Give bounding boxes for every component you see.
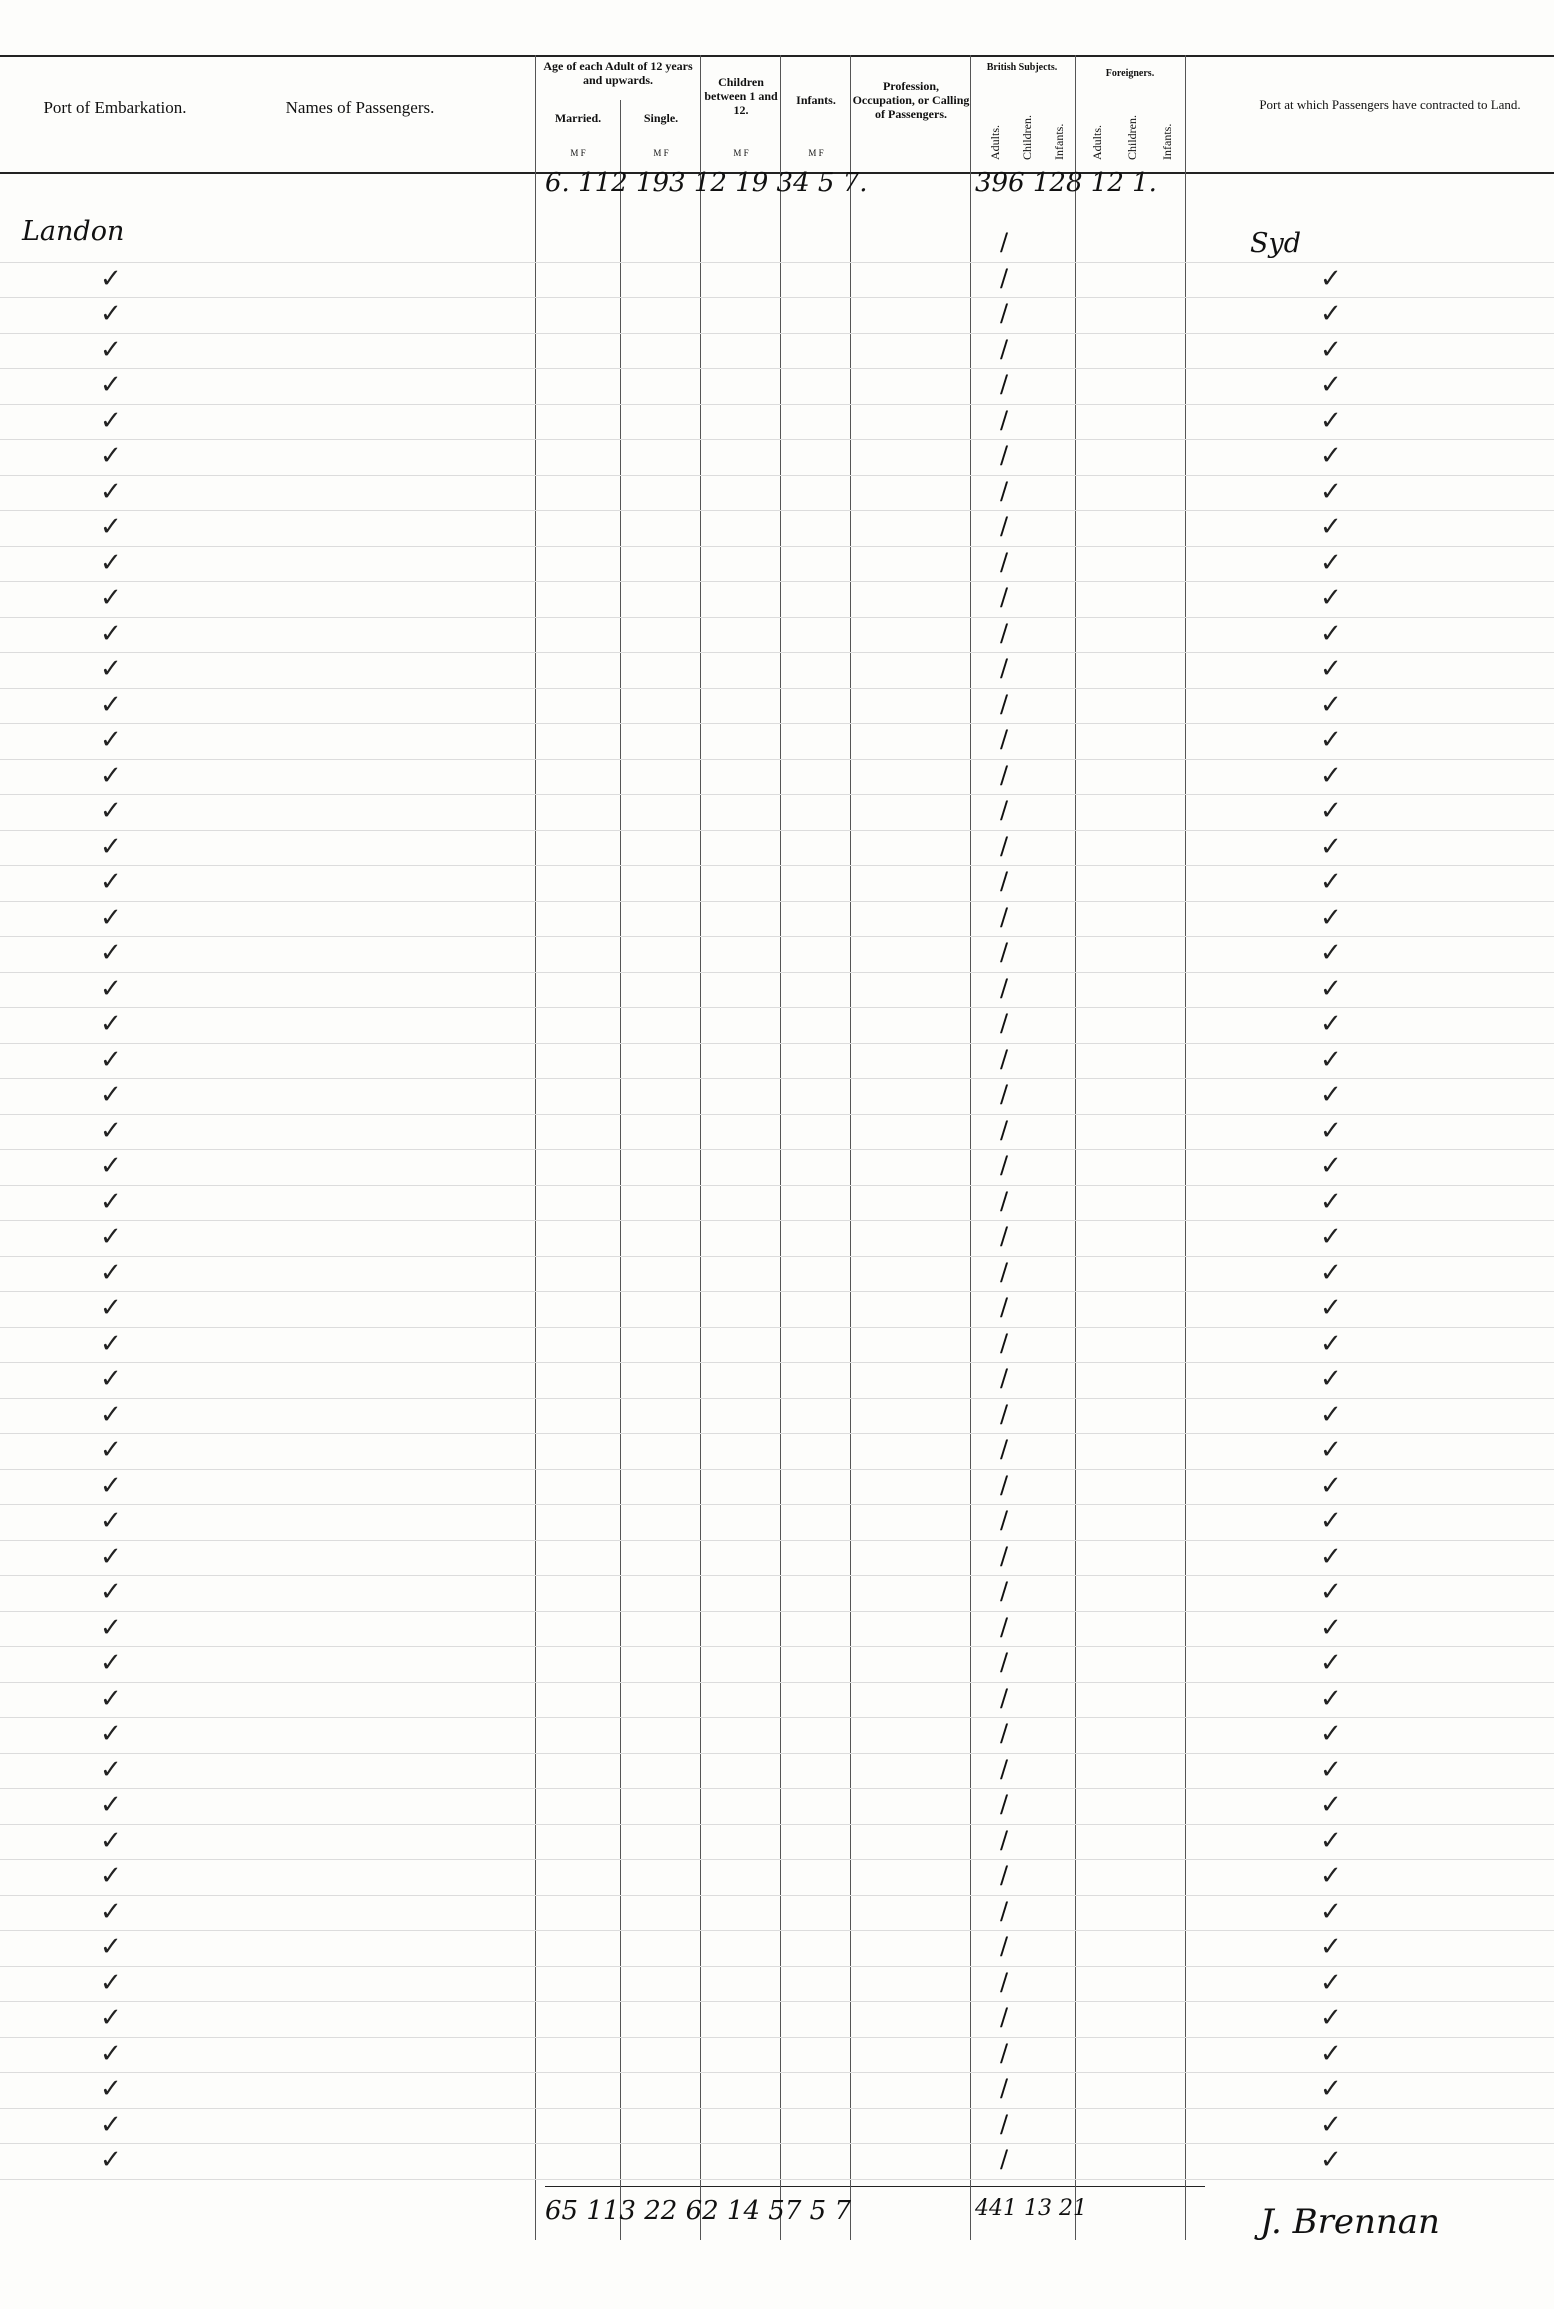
ruled-line <box>0 830 1554 831</box>
header-port-embarkation: Port of Embarkation. <box>43 98 187 117</box>
port-tick-mark: ✓ <box>100 1861 122 1891</box>
port-embarkation-value: Landon <box>22 216 125 247</box>
port-tick-mark: ✓ <box>100 1364 122 1394</box>
destination-tick-mark: ✓ <box>1320 1541 1342 1572</box>
port-tick-mark: ✓ <box>100 938 122 968</box>
destination-tick-mark: ✓ <box>1320 1186 1342 1217</box>
totals-rule <box>545 2186 1205 2187</box>
british-subject-mark: / <box>1000 299 1009 327</box>
port-tick-mark: ✓ <box>100 1115 122 1146</box>
destination-tick-mark: ✓ <box>1320 2038 1342 2069</box>
ruled-line <box>0 1575 1554 1576</box>
destination-tick-mark: ✓ <box>1320 1080 1342 1110</box>
ruled-line <box>0 794 1554 795</box>
destination-tick-mark: ✓ <box>1320 1009 1342 1039</box>
ruled-line <box>0 333 1554 334</box>
destination-tick-mark: ✓ <box>1320 1115 1342 1146</box>
british-subject-mark: / <box>1000 1009 1009 1037</box>
port-tick-mark: ✓ <box>100 1896 122 1927</box>
ruled-line <box>0 1682 1554 1683</box>
port-tick-mark: ✓ <box>100 654 122 684</box>
header-infants-foreign: Infants. <box>1160 123 1174 160</box>
port-tick-mark: ✓ <box>100 1612 122 1643</box>
destination-tick-mark: ✓ <box>1320 1151 1342 1181</box>
port-tick-mark: ✓ <box>100 1719 122 1749</box>
port-tick-mark: ✓ <box>100 2109 122 2140</box>
destination-tick-mark: ✓ <box>1320 299 1342 329</box>
ruled-line <box>0 1433 1554 1434</box>
destination-tick-mark: ✓ <box>1320 2109 1342 2140</box>
col-divider <box>620 100 621 2240</box>
british-subject-mark: / <box>1000 263 1009 292</box>
officer-signature: J. Brennan <box>1260 2202 1440 2242</box>
ruled-line <box>0 1291 1554 1292</box>
port-tick-mark: ✓ <box>100 831 122 862</box>
header-mf-single: M F <box>653 148 669 158</box>
british-subject-mark: / <box>1000 796 1009 824</box>
destination-tick-mark: ✓ <box>1320 1683 1342 1714</box>
british-subject-mark: / <box>1000 654 1009 682</box>
port-tick-mark: ✓ <box>100 1577 122 1607</box>
header-names: Names of Passengers. <box>285 98 435 117</box>
british-subject-mark: / <box>1000 1612 1009 1641</box>
ruled-line <box>0 1611 1554 1612</box>
port-tick-mark: ✓ <box>100 973 122 1004</box>
destination-tick-mark: ✓ <box>1320 1399 1342 1430</box>
ruled-line <box>0 1398 1554 1399</box>
port-tick-mark: ✓ <box>100 760 122 791</box>
british-subject-mark: / <box>1000 1222 1009 1250</box>
british-subject-mark: / <box>1000 1861 1009 1889</box>
british-subject-mark: / <box>1000 1080 1009 1108</box>
british-subject-mark: / <box>1000 1435 1009 1463</box>
british-subject-mark: / <box>1000 1541 1009 1570</box>
destination-tick-mark: ✓ <box>1320 902 1342 933</box>
ruled-line <box>0 368 1554 369</box>
port-tick-mark: ✓ <box>100 1044 122 1075</box>
british-subject-mark: / <box>1000 2003 1009 2031</box>
port-tick-mark: ✓ <box>100 1683 122 1714</box>
destination-tick-mark: ✓ <box>1320 1967 1342 1998</box>
port-tick-mark: ✓ <box>100 583 122 613</box>
port-tick-mark: ✓ <box>100 1257 122 1288</box>
british-subject-mark: / <box>1000 760 1009 789</box>
destination-tick-mark: ✓ <box>1320 1896 1342 1927</box>
british-subject-mark: / <box>1000 1648 1009 1676</box>
british-subject-mark: / <box>1000 1364 1009 1392</box>
top-rule <box>0 55 1554 57</box>
ruled-line <box>0 723 1554 724</box>
ruled-line <box>0 972 1554 973</box>
ruled-line <box>0 1788 1554 1789</box>
port-tick-mark: ✓ <box>100 1541 122 1572</box>
british-subject-mark: / <box>1000 1151 1009 1179</box>
destination-tick-mark: ✓ <box>1320 938 1342 968</box>
destination-tick-mark: ✓ <box>1320 334 1342 365</box>
ruled-line <box>0 1185 1554 1186</box>
port-tick-mark: ✓ <box>100 1328 122 1359</box>
destination-tick-mark: ✓ <box>1320 796 1342 826</box>
british-subject-mark: / <box>1000 583 1009 611</box>
col-divider <box>1075 55 1076 2240</box>
port-tick-mark: ✓ <box>100 1151 122 1181</box>
destination-tick-mark: ✓ <box>1320 583 1342 613</box>
destination-tick-mark: ✓ <box>1320 1861 1342 1891</box>
destination-tick-mark: ✓ <box>1320 1506 1342 1536</box>
port-tick-mark: ✓ <box>100 441 122 471</box>
destination-tick-mark: ✓ <box>1320 1470 1342 1501</box>
ruled-line <box>0 581 1554 582</box>
british-subject-mark: / <box>1000 1328 1009 1357</box>
ruled-line <box>0 1256 1554 1257</box>
british-subject-mark: / <box>1000 867 1009 895</box>
port-tick-mark: ✓ <box>100 2074 122 2104</box>
carried-forward-subjects: 396 128 12 1. <box>975 168 1157 198</box>
port-tick-mark: ✓ <box>100 1470 122 1501</box>
british-subject-mark: / <box>1000 334 1009 363</box>
port-tick-mark: ✓ <box>100 2038 122 2069</box>
port-tick-mark: ✓ <box>100 618 122 649</box>
british-subject-mark: / <box>1000 1044 1009 1073</box>
destination-tick-mark: ✓ <box>1320 1328 1342 1359</box>
british-subject-mark: / <box>1000 938 1009 966</box>
british-subject-mark: / <box>1000 2109 1009 2138</box>
port-tick-mark: ✓ <box>100 902 122 933</box>
destination-tick-mark: ✓ <box>1320 512 1342 542</box>
british-subject-mark: / <box>1000 370 1009 398</box>
header-mf-children: M F <box>733 148 749 158</box>
port-tick-mark: ✓ <box>100 1009 122 1039</box>
destination-tick-mark: ✓ <box>1320 654 1342 684</box>
port-land-value: Syd <box>1250 228 1302 259</box>
header-children-british: Children. <box>1020 115 1034 160</box>
british-subject-mark: / <box>1000 1754 1009 1783</box>
header-married: Married. <box>554 111 602 125</box>
port-tick-mark: ✓ <box>100 263 122 294</box>
british-subject-mark: / <box>1000 1719 1009 1747</box>
ruled-line <box>0 1540 1554 1541</box>
totals-subjects: 441 13 21 <box>975 2196 1087 2221</box>
port-tick-mark: ✓ <box>100 405 122 436</box>
destination-tick-mark: ✓ <box>1320 1825 1342 1856</box>
header-children-foreign: Children. <box>1125 115 1139 160</box>
british-subject-mark: / <box>1000 1186 1009 1215</box>
port-tick-mark: ✓ <box>100 1967 122 1998</box>
british-subject-mark: / <box>1000 618 1009 647</box>
destination-tick-mark: ✓ <box>1320 370 1342 400</box>
destination-tick-mark: ✓ <box>1320 1435 1342 1465</box>
ruled-line <box>0 1362 1554 1363</box>
header-age-group: Age of each Adult of 12 years and upwards. <box>543 59 693 87</box>
british-subject-mark: / <box>1000 2145 1009 2173</box>
destination-tick-mark: ✓ <box>1320 1044 1342 1075</box>
port-tick-mark: ✓ <box>100 370 122 400</box>
port-tick-mark: ✓ <box>100 1435 122 1465</box>
destination-tick-mark: ✓ <box>1320 2145 1342 2175</box>
port-tick-mark: ✓ <box>100 334 122 365</box>
port-tick-mark: ✓ <box>100 476 122 507</box>
header-children: Children between 1 and 12. <box>704 75 778 117</box>
ruled-line <box>0 759 1554 760</box>
carried-forward-ages: 6. 112 193 12 19 34 5 7. <box>545 168 868 198</box>
ruled-line <box>0 936 1554 937</box>
port-tick-mark: ✓ <box>100 299 122 329</box>
ruled-line <box>0 1007 1554 1008</box>
destination-tick-mark: ✓ <box>1320 1932 1342 1962</box>
ruled-line <box>0 297 1554 298</box>
destination-tick-mark: ✓ <box>1320 1293 1342 1323</box>
destination-tick-mark: ✓ <box>1320 1612 1342 1643</box>
destination-tick-mark: ✓ <box>1320 1648 1342 1678</box>
british-subject-mark: / <box>1000 547 1009 576</box>
british-subject-mark: / <box>1000 689 1009 718</box>
header-profession: Profession, Occupation, or Calling of Passengers. <box>852 79 970 121</box>
ruled-line <box>0 2037 1554 2038</box>
british-subject-mark: / <box>1000 2038 1009 2067</box>
british-subject-mark: / <box>1000 228 1009 256</box>
header-mf-married: M F <box>570 148 586 158</box>
ruled-line <box>0 2072 1554 2073</box>
ruled-line <box>0 475 1554 476</box>
ruled-line <box>0 1043 1554 1044</box>
ruled-line <box>0 652 1554 653</box>
header-british-subjects: British Subjects. <box>986 62 1058 73</box>
british-subject-mark: / <box>1000 1506 1009 1534</box>
port-tick-mark: ✓ <box>100 2145 122 2175</box>
ruled-line <box>0 1327 1554 1328</box>
port-tick-mark: ✓ <box>100 1754 122 1785</box>
british-subject-mark: / <box>1000 902 1009 931</box>
british-subject-mark: / <box>1000 1932 1009 1960</box>
destination-tick-mark: ✓ <box>1320 476 1342 507</box>
ruled-line <box>0 1859 1554 1860</box>
header-foreigners: Foreigners. <box>1105 68 1155 79</box>
ruled-line <box>0 1646 1554 1647</box>
port-tick-mark: ✓ <box>100 2003 122 2033</box>
destination-tick-mark: ✓ <box>1320 1222 1342 1252</box>
ruled-line <box>0 2001 1554 2002</box>
british-subject-mark: / <box>1000 725 1009 753</box>
british-subject-mark: / <box>1000 1683 1009 1712</box>
destination-tick-mark: ✓ <box>1320 1364 1342 1394</box>
destination-tick-mark: ✓ <box>1320 1719 1342 1749</box>
col-divider <box>850 55 851 2240</box>
ruled-line <box>0 1114 1554 1115</box>
british-subject-mark: / <box>1000 1967 1009 1996</box>
ruled-line <box>0 901 1554 902</box>
port-tick-mark: ✓ <box>100 689 122 720</box>
destination-tick-mark: ✓ <box>1320 867 1342 897</box>
destination-tick-mark: ✓ <box>1320 1790 1342 1820</box>
col-divider <box>700 55 701 2240</box>
ruled-line <box>0 1078 1554 1079</box>
british-subject-mark: / <box>1000 1293 1009 1321</box>
col-divider <box>970 55 971 2240</box>
ruled-line <box>0 1717 1554 1718</box>
destination-tick-mark: ✓ <box>1320 973 1342 1004</box>
destination-tick-mark: ✓ <box>1320 1754 1342 1785</box>
header-infants: Infants. <box>796 93 836 107</box>
header-adults-foreign: Adults. <box>1090 124 1104 160</box>
port-tick-mark: ✓ <box>100 1222 122 1252</box>
british-subject-mark: / <box>1000 441 1009 469</box>
ruled-line <box>0 865 1554 866</box>
port-tick-mark: ✓ <box>100 512 122 542</box>
destination-tick-mark: ✓ <box>1320 263 1342 294</box>
totals-ages: 65 113 22 62 14 57 5 7 <box>545 2196 851 2226</box>
british-subject-mark: / <box>1000 512 1009 540</box>
ruled-line <box>0 1753 1554 1754</box>
port-tick-mark: ✓ <box>100 1790 122 1820</box>
british-subject-mark: / <box>1000 831 1009 860</box>
ruled-line <box>0 2179 1554 2180</box>
destination-tick-mark: ✓ <box>1320 725 1342 755</box>
british-subject-mark: / <box>1000 1115 1009 1144</box>
british-subject-mark: / <box>1000 1577 1009 1605</box>
port-tick-mark: ✓ <box>100 1648 122 1678</box>
destination-tick-mark: ✓ <box>1320 618 1342 649</box>
header-mf-infants: M F <box>808 148 824 158</box>
british-subject-mark: / <box>1000 1896 1009 1925</box>
ruled-line <box>0 688 1554 689</box>
ruled-line <box>0 2143 1554 2144</box>
destination-tick-mark: ✓ <box>1320 547 1342 578</box>
british-subject-mark: / <box>1000 405 1009 434</box>
port-tick-mark: ✓ <box>100 1506 122 1536</box>
destination-tick-mark: ✓ <box>1320 1257 1342 1288</box>
port-tick-mark: ✓ <box>100 1825 122 1856</box>
port-tick-mark: ✓ <box>100 547 122 578</box>
ruled-line <box>0 1504 1554 1505</box>
col-divider <box>780 55 781 2240</box>
destination-tick-mark: ✓ <box>1320 405 1342 436</box>
ruled-line <box>0 1149 1554 1150</box>
header-adults-british: Adults. <box>988 124 1002 160</box>
col-divider <box>535 55 536 2240</box>
british-subject-mark: / <box>1000 1790 1009 1818</box>
header-port-land: Port at which Passengers have contracted to Land. <box>1259 97 1521 112</box>
port-tick-mark: ✓ <box>100 1080 122 1110</box>
destination-tick-mark: ✓ <box>1320 760 1342 791</box>
destination-tick-mark: ✓ <box>1320 831 1342 862</box>
destination-tick-mark: ✓ <box>1320 2074 1342 2104</box>
british-subject-mark: / <box>1000 1257 1009 1286</box>
ruled-line <box>0 1966 1554 1967</box>
ruled-line <box>0 1930 1554 1931</box>
british-subject-mark: / <box>1000 1470 1009 1499</box>
port-tick-mark: ✓ <box>100 867 122 897</box>
destination-tick-mark: ✓ <box>1320 441 1342 471</box>
ruled-line <box>0 1824 1554 1825</box>
ruled-line <box>0 439 1554 440</box>
british-subject-mark: / <box>1000 2074 1009 2102</box>
port-tick-mark: ✓ <box>100 1932 122 1962</box>
ruled-line <box>0 1220 1554 1221</box>
british-subject-mark: / <box>1000 1825 1009 1854</box>
british-subject-mark: / <box>1000 973 1009 1002</box>
col-divider <box>1185 55 1186 2240</box>
destination-tick-mark: ✓ <box>1320 689 1342 720</box>
destination-tick-mark: ✓ <box>1320 1577 1342 1607</box>
ruled-line <box>0 404 1554 405</box>
ruled-line <box>0 262 1554 263</box>
ruled-line <box>0 1469 1554 1470</box>
port-tick-mark: ✓ <box>100 1399 122 1430</box>
british-subject-mark: / <box>1000 476 1009 505</box>
port-tick-mark: ✓ <box>100 1186 122 1217</box>
ruled-line <box>0 617 1554 618</box>
ruled-line <box>0 510 1554 511</box>
port-tick-mark: ✓ <box>100 725 122 755</box>
port-tick-mark: ✓ <box>100 1293 122 1323</box>
ruled-line <box>0 546 1554 547</box>
british-subject-mark: / <box>1000 1399 1009 1428</box>
ruled-line <box>0 1895 1554 1896</box>
header-single: Single. <box>643 111 679 125</box>
destination-tick-mark: ✓ <box>1320 2003 1342 2033</box>
header-infants-british: Infants. <box>1052 123 1066 160</box>
port-tick-mark: ✓ <box>100 796 122 826</box>
ruled-line <box>0 2108 1554 2109</box>
